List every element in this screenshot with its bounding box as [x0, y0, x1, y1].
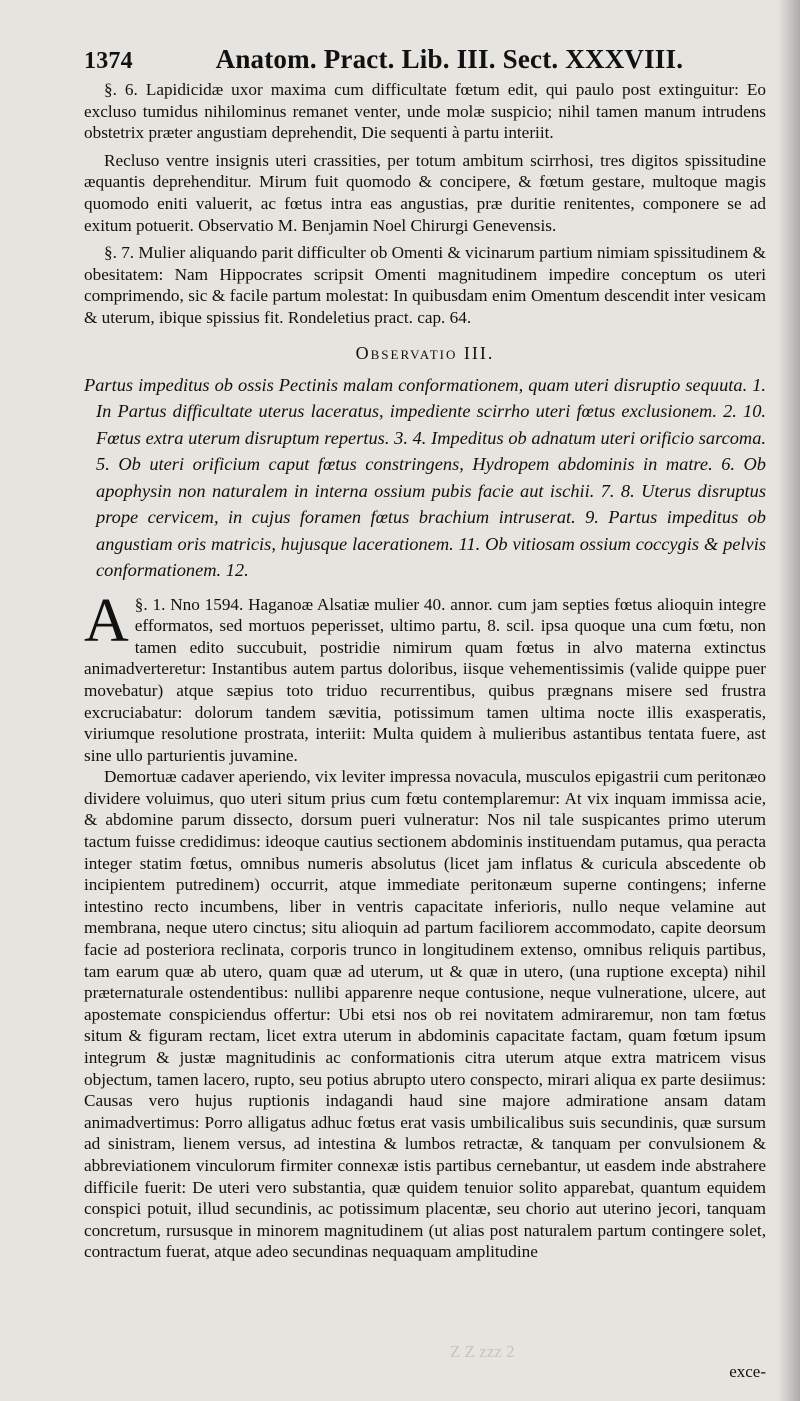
second-paragraph: Demortuæ cadaver aperiendo, vix leviter impressa novacula, musculos epigastrii cum peritonæo dividere voluimus, quo uteri situm prius cum fœtu contemplaremur: At vix inquam immissa acie, & abdomine parum dissecto, dorsum pueri vulneratur: Nos nil tale suspicantes primo uterum tactum fuisse credidimus: ideoque cautius sectionem abdominis instituendam putamus, qua peracta integer statim fœtus, omnibus numeris absolutus (licet jam inflatus & curicula abscedente ob incipientem putredinem) occurrit, atque immediate peritonæum superne contingens; inferne intestino recto incumbens, liber in ventris capacitate inferioris, nullo neque velamine aut membrana, neque utero cinctus; situ alioquin ad partum faciliorem accommodato, capite deorsum facie ad posteriora reclinata, corporis trunco in longitudinem extenso, omnibus reliquis partibus, tam earum quæ ab utero, quam quæ ad uterum, ut & quæ in utero, (una ruptione excepta) nihil præternaturale ostendentibus: nullibi apparenre neque contusione, neque vulneratione, ulcere, aut apostemate conspiciendus offertur: Ubi etsi nos ob rei novitatem admiraremur, non tam fœtus situm & figuram rectam, licet extra uterum in abdominis capacitate factam, quam fœtum ipsum integrum & justæ magnitudinis ac conformationis citra uterum atque extra matricem visus objectum, tamen lacero, rupto, seu potius abrupto utero conspecto, mirari aliqua ex parte desiimus: Causas vero hujus ruptionis indagandi haud sine majore admiratione ansam datam animadvertimus: Porro alligatus adhuc fœtus erat vasis umbilicalibus suis secundinis, quæ sursum ad sinistram, lienem versus, ad intestina & lumbos retractæ, & tanquam per convulsionem & abbreviationem vinculorum firmiter connexæ istis partibus cernebantur, ut easdem inde abstrahere difficile fuerit: De uteri vero substantia, quæ quidem tenuior solito apparebat, quantum equidem conspici potuit, illud secundinis, ac potissimum placentæ, seu chorio aut uterino jecori, tanquam concretum, rursusque in minorem magnitudinem (ut alias post naturalem partum contingere solet, contractum fuerat, atque adeo secundinas nequaquam amplitudine [84, 767, 766, 1262]
paragraph-section-6: §. 6. Lapidicidæ uxor maxima cum difficultate fœtum edit, qui paulo post extinguitur: Eo excluso tumidus nihilominus remanet venter, unde molæ suspicio; nihil tamen manum intrudens obstetrix præter angustiam deprehendit, Die sequenti à partu interiit. [84, 80, 766, 143]
observatio-body [84, 586, 767, 1263]
observatio-summary [84, 372, 766, 584]
first-paragraph [84, 586, 767, 767]
running-title: Anatom. Pract. Lib. III. Sect. XXXVIII. [215, 44, 684, 74]
first-paragraph-text: Nno 1594. Haganoæ Alsatiæ mulier 40. annor. cum jam septies fœtus alioquin integre efformatos, sed mortuos peperisset, ultimo partu, 8. scil. ipsa quoque una cum fœtu, non tamen edito succubuit, postridie nimirum quam fœtus in alvo materna extinctus animadverteretur: Instantibus autem partus doloribus, iisque vehementissimis (valide quippe puer movebatur) atque sæpius toto triduo recurrentibus, quibus prægnans misere sed frustra excruciabatur: dolorum tandem sævitia, potissimum tamen ultima nocte illis exasperatis, viriumque resolutione prostrata, interiit: Multa quidem à mulieribus astantibus tentata fuere, ast sine ullo parturientis juvamine. [84, 594, 767, 765]
page-footer [90, 1341, 766, 1401]
paragraph-section-7: §. 7. Mulier aliquando parit difficulter ob Omenti & vicinarum partium nimiam spissitudinem & obesitatem: Nam Hippocrates scripsit Omenti magnitudinem impedire conceptum os uteri comprimendo, sic & facile partum molestat: In quibusdam enim Omentum descendit inter vesicam & uterum, ibique spissius fit. Rondeletius pract. cap. 64. [84, 243, 766, 327]
signature-mark: Z Z zzz 2 [450, 1342, 515, 1361]
observatio-heading: Observatio III. [355, 342, 495, 363]
drop-cap: A [84, 586, 129, 655]
running-header [84, 44, 766, 75]
catchword: exce- [729, 1362, 766, 1381]
page-number: 1374 [84, 48, 133, 74]
summary-text: Partus impeditus ob ossis Pectinis malam conformationem, quam uteri disruptio sequuta. 1. In Partus difficultate uterus laceratus, impediente scirrho uteri fœtus exclusionem. 2. 10. Fœtus extra uterum disruptum repertus. 3. 4. Impeditus ob adnatum uteri orificio sarcoma. 5. Ob uteri orificium caput fœtus constringens, Hydropem abdominis in matre. 6. Ob apophysin non naturalem in interna ossium pubis facie aut ischii. 7. 8. Uterus disruptus prope cervicem, in cujus foramen fœtus brachium intruserat. 9. Partus impeditus ob angustiam oris matricis, hujusque lacerationem. 11. Ob vitiosam ossium coccygis & pelvis conformationem. 12. [84, 374, 766, 581]
section-label: §. 1. [134, 594, 166, 614]
paragraph-recluso: Recluso ventre insignis uteri crassities, per totum ambitum scirrhosi, tres digitos spissitudine æquantis deprehenditur. Mirum fuit quomodo & concipere, & fœtum gestare, multoque magis quomodo eniti valuerit, ac fœtus intra eas angustias, præ duritie renitentes, componere se ad exitum potuerit. Observatio M. Benjamin Noel Chirurgi Genevensis. [84, 150, 766, 235]
